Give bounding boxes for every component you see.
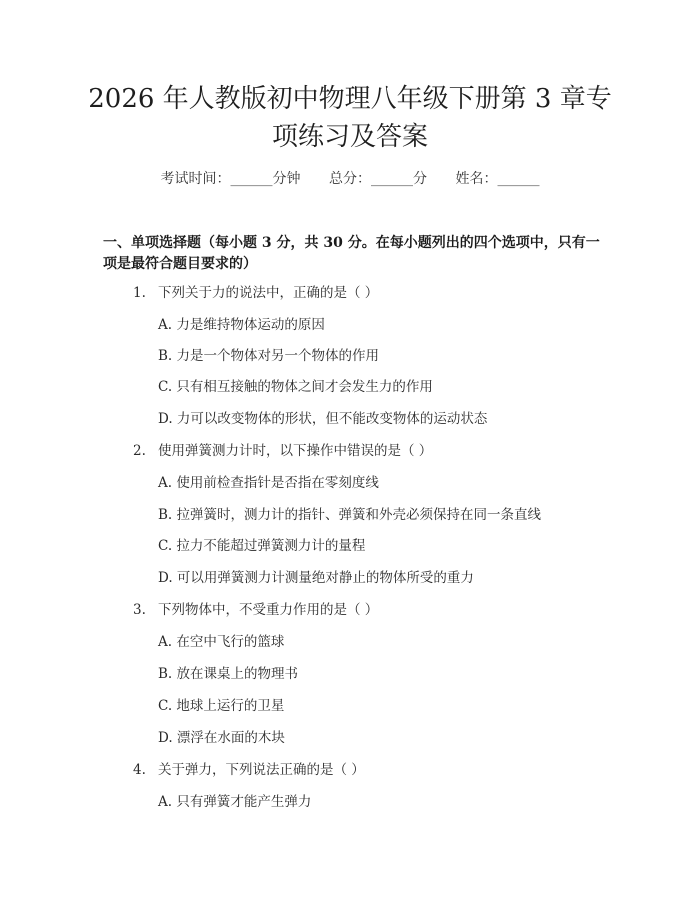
- option-c: C. 只有相互接触的物体之间才会发生力的作用: [158, 379, 433, 395]
- question-text: 关于弹力，下列说法正确的是（ ）: [158, 762, 365, 778]
- option-b: B. 放在课桌上的物理书: [158, 666, 299, 682]
- section-heading: 一、单项选择题（每小题 3 分，共 30 分。在每小题列出的四个选项中，只有一项是最符合题目要求的）: [103, 235, 600, 272]
- student-name: 姓名：______: [455, 171, 540, 187]
- question-text: 使用弹簧测力计时，以下操作中错误的是（ ）: [158, 443, 433, 459]
- option-a: A. 在空中飞行的篮球: [158, 634, 285, 650]
- title-line-1: 2026 年人教版初中物理八年级下册第 3 章专: [88, 84, 612, 114]
- option-a: A. 只有弹簧才能产生弹力: [158, 794, 312, 810]
- option-a: A. 使用前检查指针是否指在零刻度线: [158, 475, 379, 491]
- option-c: C. 地球上运行的卫星: [158, 698, 285, 714]
- document-title: [60, 80, 640, 156]
- option-c: C. 拉力不能超过弹簧测力计的量程: [158, 538, 366, 554]
- question-number: 2.: [133, 443, 146, 459]
- question-text: 下列物体中，不受重力作用的是（ ）: [158, 602, 379, 618]
- question-number: 1.: [133, 285, 146, 301]
- question-number: 4.: [133, 762, 146, 778]
- question-number: 3.: [133, 602, 146, 618]
- exam-time: 考试时间：______分钟: [160, 171, 301, 187]
- exam-info: [0, 170, 700, 188]
- option-d: D. 漂浮在水面的木块: [158, 730, 285, 746]
- option-b: B. 力是一个物体对另一个物体的作用: [158, 348, 380, 364]
- option-a: A. 力是维持物体运动的原因: [158, 317, 325, 333]
- question-text: 下列关于力的说法中，正确的是（ ）: [158, 285, 379, 301]
- title-line-2: 项练习及答案: [271, 122, 428, 152]
- option-b: B. 拉弹簧时，测力计的指针、弹簧和外壳必须保持在同一条直线: [158, 507, 542, 523]
- option-d: D. 可以用弹簧测力计测量绝对静止的物体所受的重力: [158, 570, 474, 586]
- total-score: 总分：______分: [329, 171, 427, 187]
- option-d: D. 力可以改变物体的形状，但不能改变物体的运动状态: [158, 411, 488, 427]
